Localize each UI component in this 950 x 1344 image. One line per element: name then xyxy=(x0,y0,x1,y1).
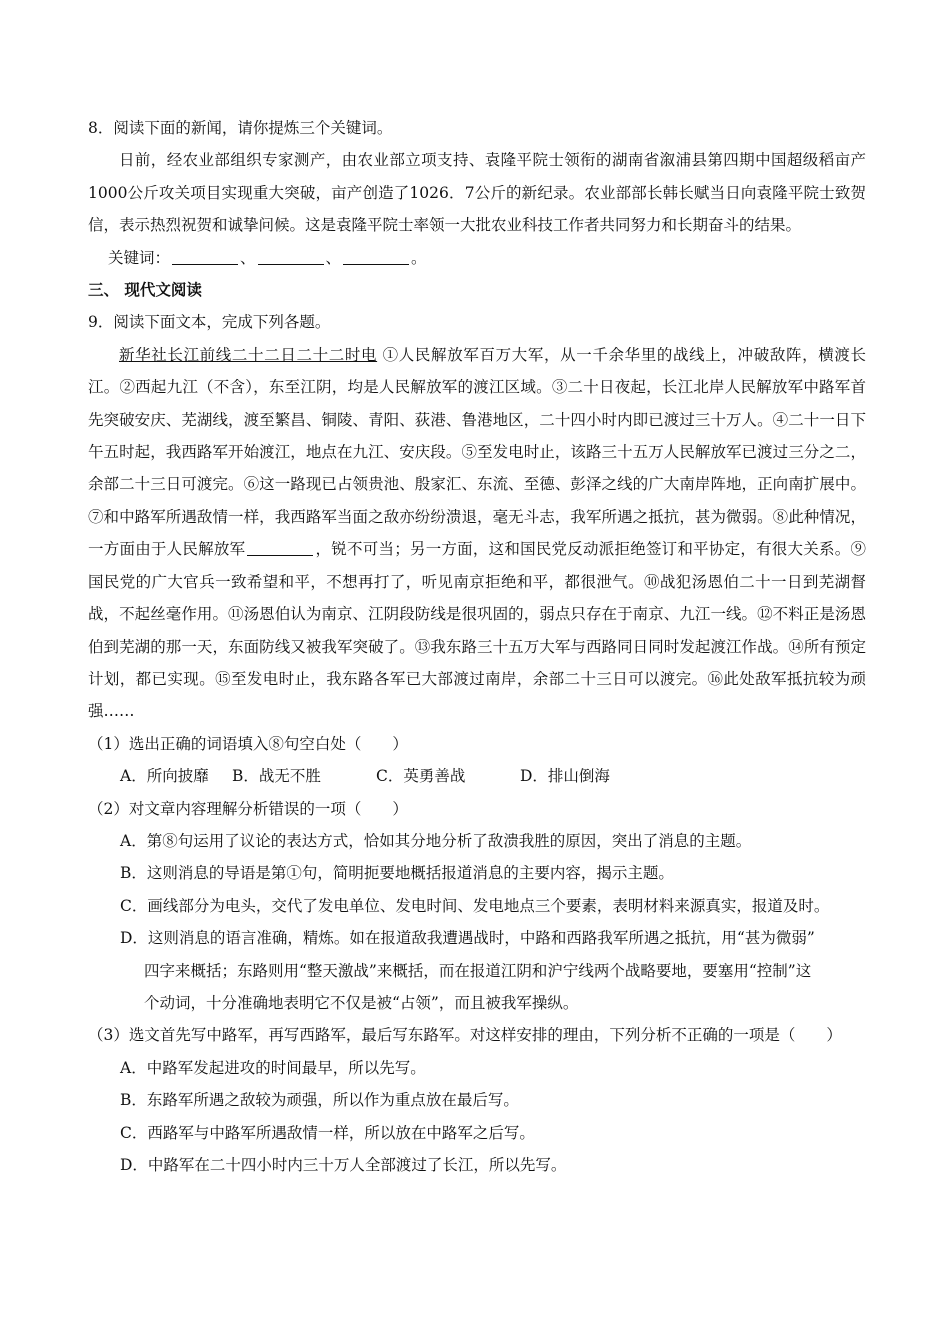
sub-question-3-option-c[interactable]: C．西路军与中路军所遇敌情一样，所以放在中路军之后写。 xyxy=(120,1123,535,1142)
question-8-keywords xyxy=(88,242,866,274)
question-8-passage: 日前，经农业部组织专家测产，由农业部立项支持、袁隆平院士领衔的湖南省溆浦县第四期中国超级稻亩产1000公斤攻关项目实现重大突破，亩产创造了1026．7公斤的新纪录。农业部部长韩长赋当日向袁隆平院士致贺信，表示热烈祝贺和诚挚问候。这是袁隆平院士率领一大批农业科技工作者共同努力和长期奋斗的结果。 xyxy=(88,151,866,235)
sub-question-3-stem: （3）选文首先写中路军，再写西路军，最后写东路军。对这样安排的理由，下列分析不正确的一项是（ ） xyxy=(88,1026,842,1045)
question-9-title: 9．阅读下面文本，完成下列各题。 xyxy=(88,313,331,332)
sub-question-2-option-d-cont-1: 四字来概括；东路则用“整天激战”来概括，而在报道江阴和沪宁线两个战略要地，要塞用“控制”这 xyxy=(144,961,812,980)
sub-question-2-option-c[interactable]: C．画线部分为电头，交代了发电单位、发电时间、发电地点三个要素，表明材料来源真实，报道及时。 xyxy=(120,896,830,915)
question-8-title: 8．阅读下面的新闻，请你提炼三个关键词。 xyxy=(88,119,393,137)
passage-part-a: ①人民解放军百万大军，从一千余华里的战线上，冲破敌阵，横渡长江。②西起九江（不含），东至江阴，均是人民解放军的渡江区域。③二十日夜起，长江北岸人民解放军中路军首先突破安庆、芜湖线，渡至繁昌、铜陵、青阳、荻港、鲁港地区，二十四小时内即已渡过三十万人。④二十一日下午五时起，我西路军开始渡江，地点在九江、安庆段。⑤至发电时止，该路三十五万人民解放军已渡过三分之二，余部二十三日可渡完。⑥这一路现已占领贵池、殷家汇、东流、至德、彭泽之线的广大南岸阵地，正向南扩展中。⑦和中路军所遇敌情一样，我西路军当面之敌亦纷纷溃退，毫无斗志，我军所遇之抵抗，甚为微弱。⑧此种情况，一方面由于人民解放军 xyxy=(88,345,866,559)
passage-part-b: ，锐不可当；另一方面，这和国民党反动派拒绝签订和平协定，有很大关系。⑨国民党的广大官兵一致希望和平，不想再打了，听见南京拒绝和平，都很泄气。⑩战犯汤恩伯二十一日到芜湖督战，不起丝毫作用。⑪汤恩伯认为南京、江阴段防线是很巩固的，弱点只存在于南京、九江一线。⑫不料正是汤恩伯到芜湖的那一天，东面防线又被我军突破了。⑬我东路三十五万大军与西路同日同时发起渡江作战。⑭所有预定计划，都已实现。⑮至发电时止，我东路各军已大部渡过南岸，余部二十三日可以渡完。⑯此处敌军抵抗较为顽强…… xyxy=(88,540,866,721)
option-c[interactable]: C．英勇善战 xyxy=(376,767,466,786)
passage-dateline: 新华社长江前线二十二日二十二时电 xyxy=(119,345,378,364)
sub-question-2-option-b[interactable]: B．这则消息的导语是第①句，简明扼要地概括报道消息的主要内容，揭示主题。 xyxy=(120,864,674,883)
sub-question-1-options xyxy=(88,760,866,792)
keyword-end: 。 xyxy=(411,248,427,267)
question-9-passage xyxy=(88,339,866,728)
sub-question-3-option-b[interactable]: B．东路军所遇之敌较为顽强，所以作为重点放在最后写。 xyxy=(120,1091,519,1110)
sub-question-3-option-a[interactable]: A．中路军发起进攻的时间最早，所以先写。 xyxy=(120,1058,426,1077)
keyword-sep-2: 、 xyxy=(325,248,342,267)
keyword-blank-1[interactable] xyxy=(172,246,238,265)
section-3-heading: 三、 现代文阅读 xyxy=(88,281,202,300)
keyword-blank-3[interactable] xyxy=(343,246,409,265)
document-content xyxy=(88,112,866,1181)
sub-question-2-stem: （2）对文章内容理解分析错误的一项（ ） xyxy=(88,799,408,818)
option-d[interactable]: D．排山倒海 xyxy=(520,767,610,786)
sub-question-2-option-d[interactable]: D．这则消息的语言准确，精炼。如在报道敌我遭遇战时，中路和西路我军所遇之抵抗，用“甚为微弱” xyxy=(120,929,815,948)
keyword-sep-1: 、 xyxy=(240,248,256,267)
keyword-blank-2[interactable] xyxy=(258,246,324,265)
sub-question-2-option-d-cont-2: 个动词，十分准确地表明它不仅是被“占领”，而且被我军操纵。 xyxy=(144,993,579,1012)
sub-question-1-stem: （1）选出正确的词语填入⑧句空白处（ ） xyxy=(88,734,408,753)
option-a[interactable]: A．所向披靡 xyxy=(120,767,209,786)
option-b[interactable]: B．战无不胜 xyxy=(232,767,321,786)
keywords-label: 关键词： xyxy=(108,248,171,267)
sub-question-3-option-d[interactable]: D．中路军在二十四小时内三十万人全部渡过了长江，所以先写。 xyxy=(120,1156,567,1174)
passage-blank[interactable] xyxy=(247,537,313,556)
sub-question-2-option-a[interactable]: A．第⑧句运用了议论的表达方式，恰如其分地分析了敌溃我胜的原因，突出了消息的主题。 xyxy=(120,831,752,850)
